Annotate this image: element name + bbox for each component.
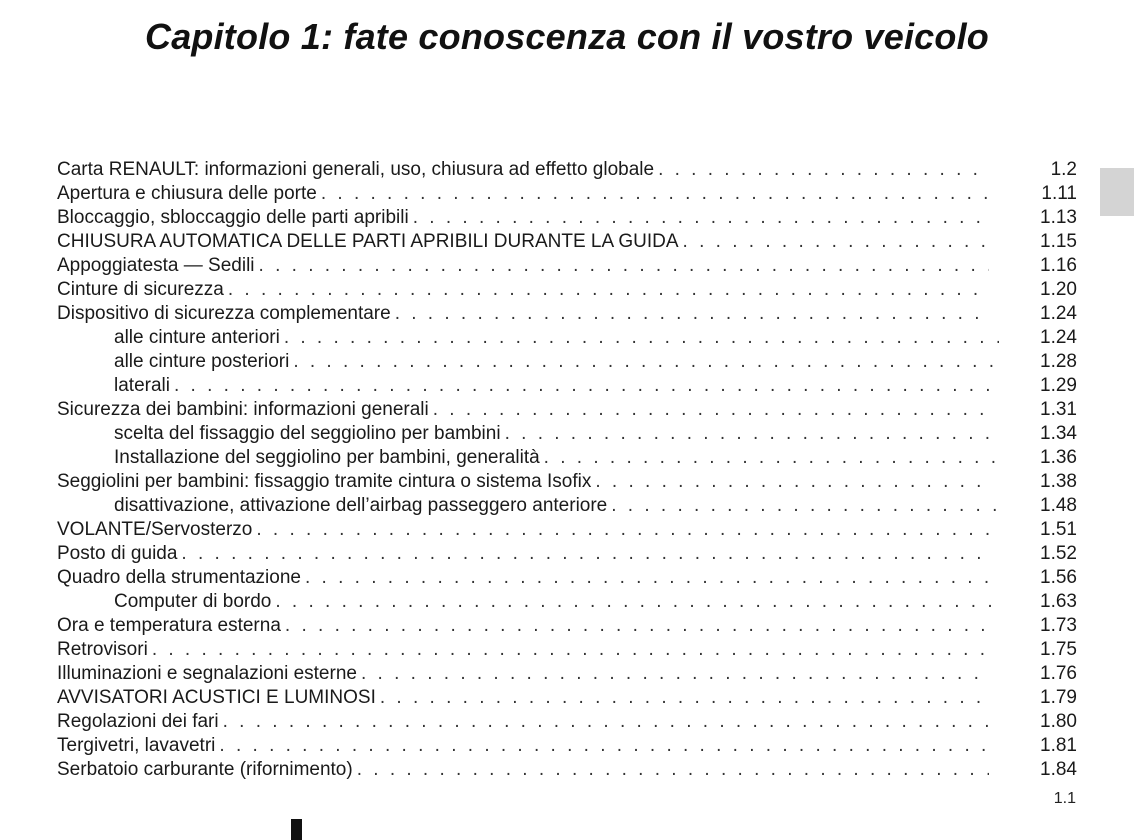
toc-entry-title: Installazione del seggiolino per bambini, generalità — [114, 447, 540, 468]
toc-entry-title: CHIUSURA AUTOMATICA DELLE PARTI APRIBILI DURANTE LA GUIDA — [57, 231, 679, 252]
toc-entry-page: 1.38 — [1040, 471, 1077, 492]
chapter-tab-marker — [1100, 168, 1134, 216]
toc-entry-page: 1.52 — [1040, 543, 1077, 564]
toc-entry[interactable] — [57, 542, 1077, 566]
dot-leader — [361, 662, 989, 686]
toc-entry-title: Illuminazioni e segnalazioni esterne — [57, 663, 357, 684]
toc-entry[interactable] — [57, 254, 1077, 278]
toc-entry-page: 1.84 — [1040, 759, 1077, 780]
toc-entry-title: Tergivetri, lavavetri — [57, 735, 216, 756]
toc-entry[interactable] — [57, 734, 1077, 758]
dot-leader — [256, 518, 989, 542]
toc-entry-page: 1.81 — [1040, 735, 1077, 756]
dot-leader — [380, 686, 989, 710]
toc-entry-title: Posto di guida — [57, 543, 178, 564]
dot-leader — [174, 374, 999, 398]
dot-leader — [275, 590, 999, 614]
dot-leader — [259, 254, 989, 278]
crop-mark — [291, 819, 302, 840]
toc-subentry[interactable] — [57, 374, 1077, 398]
toc-entry-page: 1.15 — [1040, 231, 1077, 252]
toc-entry[interactable] — [57, 614, 1077, 638]
table-of-contents — [57, 158, 1077, 782]
toc-entry[interactable] — [57, 758, 1077, 782]
toc-entry-page: 1.2 — [1050, 159, 1077, 180]
toc-entry-title: VOLANTE/Servosterzo — [57, 519, 253, 540]
toc-entry-page: 1.51 — [1040, 519, 1077, 540]
toc-entry-page: 1.16 — [1040, 255, 1077, 276]
dot-leader — [544, 446, 999, 470]
toc-entry-title: alle cinture posteriori — [114, 351, 290, 372]
toc-entry-page: 1.75 — [1040, 639, 1077, 660]
dot-leader — [321, 182, 989, 206]
toc-entry-title: Serbatoio carburante (rifornimento) — [57, 759, 353, 780]
toc-entry-page: 1.73 — [1040, 615, 1077, 636]
toc-entry[interactable] — [57, 206, 1077, 230]
toc-entry-title: Retrovisori — [57, 639, 148, 660]
toc-entry[interactable] — [57, 158, 1077, 182]
dot-leader — [611, 494, 999, 518]
toc-entry[interactable] — [57, 398, 1077, 422]
page-number: 1.1 — [1053, 790, 1076, 807]
dot-leader — [228, 278, 989, 302]
toc-entry[interactable] — [57, 470, 1077, 494]
toc-entry[interactable] — [57, 710, 1077, 734]
toc-entry-title: Cinture di sicurezza — [57, 279, 224, 300]
toc-entry-page: 1.13 — [1040, 207, 1077, 228]
toc-entry-page: 1.80 — [1040, 711, 1077, 732]
dot-leader — [152, 638, 989, 662]
toc-entry-page: 1.28 — [1040, 351, 1077, 372]
toc-entry-page: 1.34 — [1040, 423, 1077, 444]
toc-entry[interactable] — [57, 662, 1077, 686]
toc-subentry[interactable] — [57, 350, 1077, 374]
toc-entry-page: 1.56 — [1040, 567, 1077, 588]
toc-entry-page: 1.11 — [1041, 183, 1077, 204]
toc-entry-title: Carta RENAULT: informazioni generali, uso, chiusura ad effetto globale — [57, 159, 655, 180]
toc-entry-title: alle cinture anteriori — [114, 327, 280, 348]
toc-entry-title: AVVISATORI ACUSTICI E LUMINOSI — [57, 687, 376, 708]
dot-leader — [433, 398, 989, 422]
toc-entry-title: disattivazione, attivazione dell’airbag passeggero anteriore — [114, 495, 608, 516]
toc-entry-page: 1.20 — [1040, 279, 1077, 300]
toc-subentry[interactable] — [57, 422, 1077, 446]
toc-entry-title: Seggiolini per bambini: fissaggio tramite cintura o sistema Isofix — [57, 471, 592, 492]
dot-leader — [293, 350, 999, 374]
toc-subentry[interactable] — [57, 446, 1077, 470]
toc-entry-title: Quadro della strumentazione — [57, 567, 301, 588]
toc-entry[interactable] — [57, 518, 1077, 542]
dot-leader — [595, 470, 989, 494]
toc-entry-page: 1.24 — [1040, 303, 1077, 324]
dot-leader — [219, 734, 989, 758]
toc-entry-page: 1.29 — [1040, 375, 1077, 396]
toc-entry-page: 1.79 — [1040, 687, 1077, 708]
toc-entry-title: laterali — [114, 375, 170, 396]
toc-entry-title: Bloccaggio, sbloccaggio delle parti apribili — [57, 207, 409, 228]
toc-entry[interactable] — [57, 566, 1077, 590]
dot-leader — [181, 542, 989, 566]
dot-leader — [357, 758, 989, 782]
dot-leader — [413, 206, 989, 230]
toc-entry-page: 1.48 — [1040, 495, 1077, 516]
toc-entry-page: 1.76 — [1040, 663, 1077, 684]
dot-leader — [395, 302, 989, 326]
toc-entry[interactable] — [57, 230, 1077, 254]
toc-entry[interactable] — [57, 302, 1077, 326]
dot-leader — [305, 566, 989, 590]
toc-entry-page: 1.24 — [1040, 327, 1077, 348]
toc-entry-title: Dispositivo di sicurezza complementare — [57, 303, 391, 324]
toc-entry[interactable] — [57, 182, 1077, 206]
toc-entry-page: 1.36 — [1040, 447, 1077, 468]
toc-entry[interactable] — [57, 278, 1077, 302]
toc-entry-title: Appoggiatesta — Sedili — [57, 255, 255, 276]
toc-subentry[interactable] — [57, 326, 1077, 350]
dot-leader — [285, 614, 989, 638]
toc-entry-title: Regolazioni dei fari — [57, 711, 219, 732]
toc-entry-title: Sicurezza dei bambini: informazioni generali — [57, 399, 429, 420]
dot-leader — [658, 158, 989, 182]
toc-entry-title: Computer di bordo — [114, 591, 272, 612]
toc-entry[interactable] — [57, 638, 1077, 662]
dot-leader — [683, 230, 989, 254]
toc-entry-title: scelta del fissaggio del seggiolino per bambini — [114, 423, 501, 444]
toc-entry-page: 1.63 — [1040, 591, 1077, 612]
page-title: Capitolo 1: fate conoscenza con il vostro veicolo — [145, 16, 989, 57]
dot-leader — [284, 326, 999, 350]
toc-entry[interactable] — [57, 686, 1077, 710]
toc-subentry[interactable] — [57, 494, 1077, 518]
toc-entry-title: Ora e temperatura esterna — [57, 615, 281, 636]
toc-subentry[interactable] — [57, 590, 1077, 614]
dot-leader — [223, 710, 989, 734]
toc-entry-page: 1.31 — [1040, 399, 1077, 420]
toc-entry-title: Apertura e chiusura delle porte — [57, 183, 317, 204]
dot-leader — [505, 422, 999, 446]
